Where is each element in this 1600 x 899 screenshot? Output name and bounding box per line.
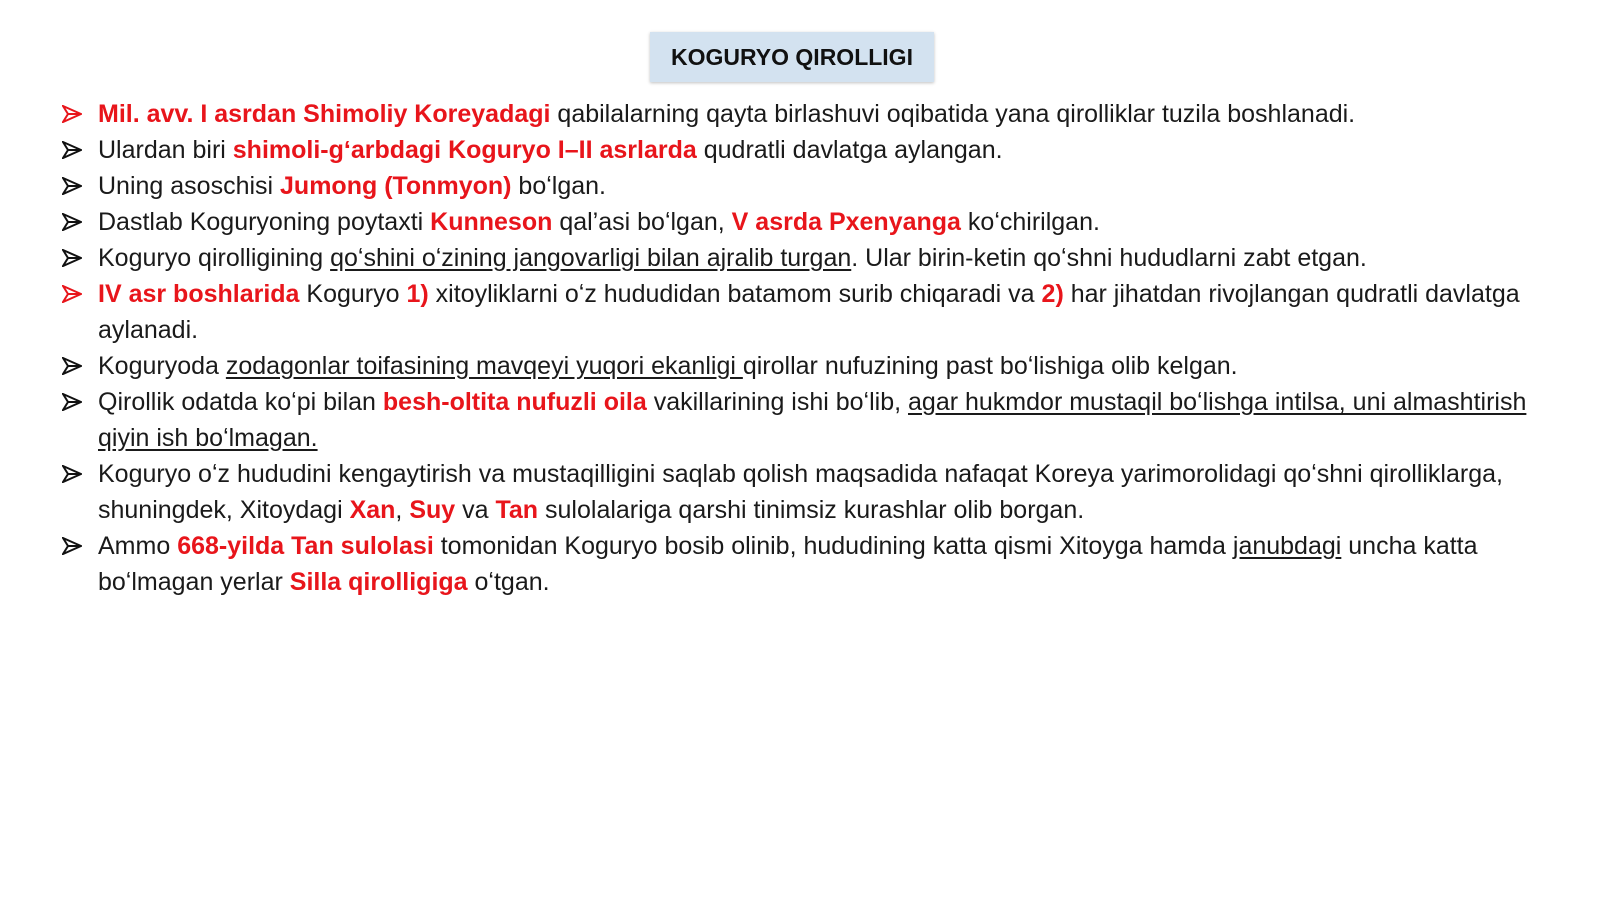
bullet-text-segment: tomonidan Koguryo bosib olinib, hududining katta qismi Xitoyga hamda bbox=[433, 532, 1233, 560]
bullet-text-segment: qabilalarning qayta birlashuvi oqibatida yana qirolliklar tuzila boshlanadi. bbox=[550, 100, 1356, 128]
bullet-text-segment: Dastlab Koguryoning poytaxti bbox=[98, 208, 431, 236]
arrow-bullet-icon bbox=[62, 168, 86, 204]
bullet-text-segment: Xan bbox=[349, 496, 396, 524]
bullet-text-segment: Qirollik odatda koʻpi bilan bbox=[98, 388, 383, 416]
arrow-bullet-icon bbox=[62, 348, 86, 384]
bullet-item bbox=[62, 132, 1542, 168]
bullet-text-segment: Suy bbox=[409, 496, 456, 524]
bullet-text-segment: xitoyliklarni oʻz hududidan batamom surib chiqaradi va bbox=[428, 280, 1042, 308]
bullet-text-segment: Kunneson bbox=[430, 208, 553, 236]
bullet-text-segment: oʻtgan. bbox=[467, 568, 550, 596]
bullet-item bbox=[62, 240, 1542, 276]
bullet-text-segment: IV asr boshlarida bbox=[98, 280, 300, 308]
bullet-text-segment: sulolalariga qarshi tinimsiz kurashlar olib borgan. bbox=[538, 496, 1085, 524]
bullet-text-segment: vakillarining ishi boʻlib, bbox=[646, 388, 909, 416]
bullet-text-segment: Koguryo bbox=[299, 280, 407, 308]
bullet-text-segment: Ulardan biri bbox=[98, 136, 233, 164]
bullet-text-segment: boʻlgan. bbox=[511, 172, 607, 200]
arrow-bullet-icon bbox=[62, 528, 86, 564]
arrow-bullet-icon bbox=[62, 384, 86, 420]
arrow-bullet-icon bbox=[62, 132, 86, 168]
bullet-text-segment: qoʻshini oʻzining jangovarligi bilan ajralib turgan bbox=[330, 244, 852, 272]
slide-title bbox=[650, 32, 934, 82]
bullet-text-segment: besh-oltita nufuzli oila bbox=[382, 388, 647, 416]
bullet-item bbox=[62, 96, 1542, 132]
bullet-text-segment: Mil. avv. I asrdan Shimoliy Koreyadagi bbox=[98, 100, 551, 128]
bullet-text-segment: . Ular birin-ketin qoʻshni hududlarni zabt etgan. bbox=[851, 244, 1367, 272]
slide-title-text: KOGURYO QIROLLIGI bbox=[671, 43, 913, 70]
arrow-bullet-icon bbox=[62, 96, 86, 132]
bullet-text-segment: Koguryoda bbox=[98, 352, 226, 380]
bullet-text-segment: Uning asoschisi bbox=[98, 172, 281, 200]
bullet-text-segment: qirollar nufuzining past boʻlishiga olib kelgan. bbox=[742, 352, 1238, 380]
bullet-text-segment: qal’asi boʻlgan, bbox=[552, 208, 732, 236]
bullet-text-segment: 668-yilda Tan sulolasi bbox=[177, 532, 434, 560]
bullet-text-segment: har jihatdan rivojlangan qudratli davlatga aylanadi. bbox=[98, 280, 1520, 344]
bullet-item bbox=[62, 456, 1542, 528]
bullet-text-segment: va bbox=[455, 496, 496, 524]
bullet-text-segment: uncha katta boʻlmagan yerlar bbox=[98, 532, 1478, 596]
bullet-text-segment: qudratli davlatga aylangan. bbox=[696, 136, 1003, 164]
bullet-text-segment: V asrda Pxenyanga bbox=[731, 208, 961, 236]
bullet-text-segment: 2) bbox=[1041, 280, 1064, 308]
bullet-text-segment: , bbox=[395, 496, 410, 524]
bullet-text-segment: Koguryo qirolligining bbox=[98, 244, 331, 272]
bullet-list bbox=[62, 96, 1542, 600]
bullet-text-segment: janubdagi bbox=[1232, 532, 1342, 560]
bullet-item bbox=[62, 348, 1542, 384]
bullet-item bbox=[62, 528, 1542, 600]
bullet-item bbox=[62, 168, 1542, 204]
bullet-text-segment: Silla qirolligiga bbox=[289, 568, 468, 596]
bullet-item bbox=[62, 276, 1542, 348]
bullet-text-segment: Ammo bbox=[98, 532, 178, 560]
bullet-item bbox=[62, 384, 1542, 456]
arrow-bullet-icon bbox=[62, 240, 86, 276]
bullet-item bbox=[62, 204, 1542, 240]
bullet-text-segment: shimoli-gʻarbdagi Koguryo I–II asrlarda bbox=[232, 136, 697, 164]
bullet-text-segment: koʻchirilgan. bbox=[960, 208, 1100, 236]
arrow-bullet-icon bbox=[62, 456, 86, 492]
bullet-text-segment: Jumong (Tonmyon) bbox=[280, 172, 512, 200]
arrow-bullet-icon bbox=[62, 276, 86, 312]
bullet-text-segment: agar hukmdor mustaqil boʻlishga intilsa, uni almashtirish qiyin ish boʻlmagan. bbox=[98, 388, 1527, 452]
bullet-text-segment: 1) bbox=[406, 280, 429, 308]
arrow-bullet-icon bbox=[62, 204, 86, 240]
bullet-text-segment: Tan bbox=[495, 496, 539, 524]
bullet-text-segment: Koguryo oʻz hududini kengaytirish va mustaqilligini saqlab qolish maqsadida nafaqat Koreya yarimorolidagi qoʻshni qirolliklarga, shuningdek, Xitoydagi bbox=[98, 460, 1503, 524]
bullet-text-segment: zodagonlar toifasining mavqeyi yuqori ekanligi bbox=[225, 352, 743, 380]
